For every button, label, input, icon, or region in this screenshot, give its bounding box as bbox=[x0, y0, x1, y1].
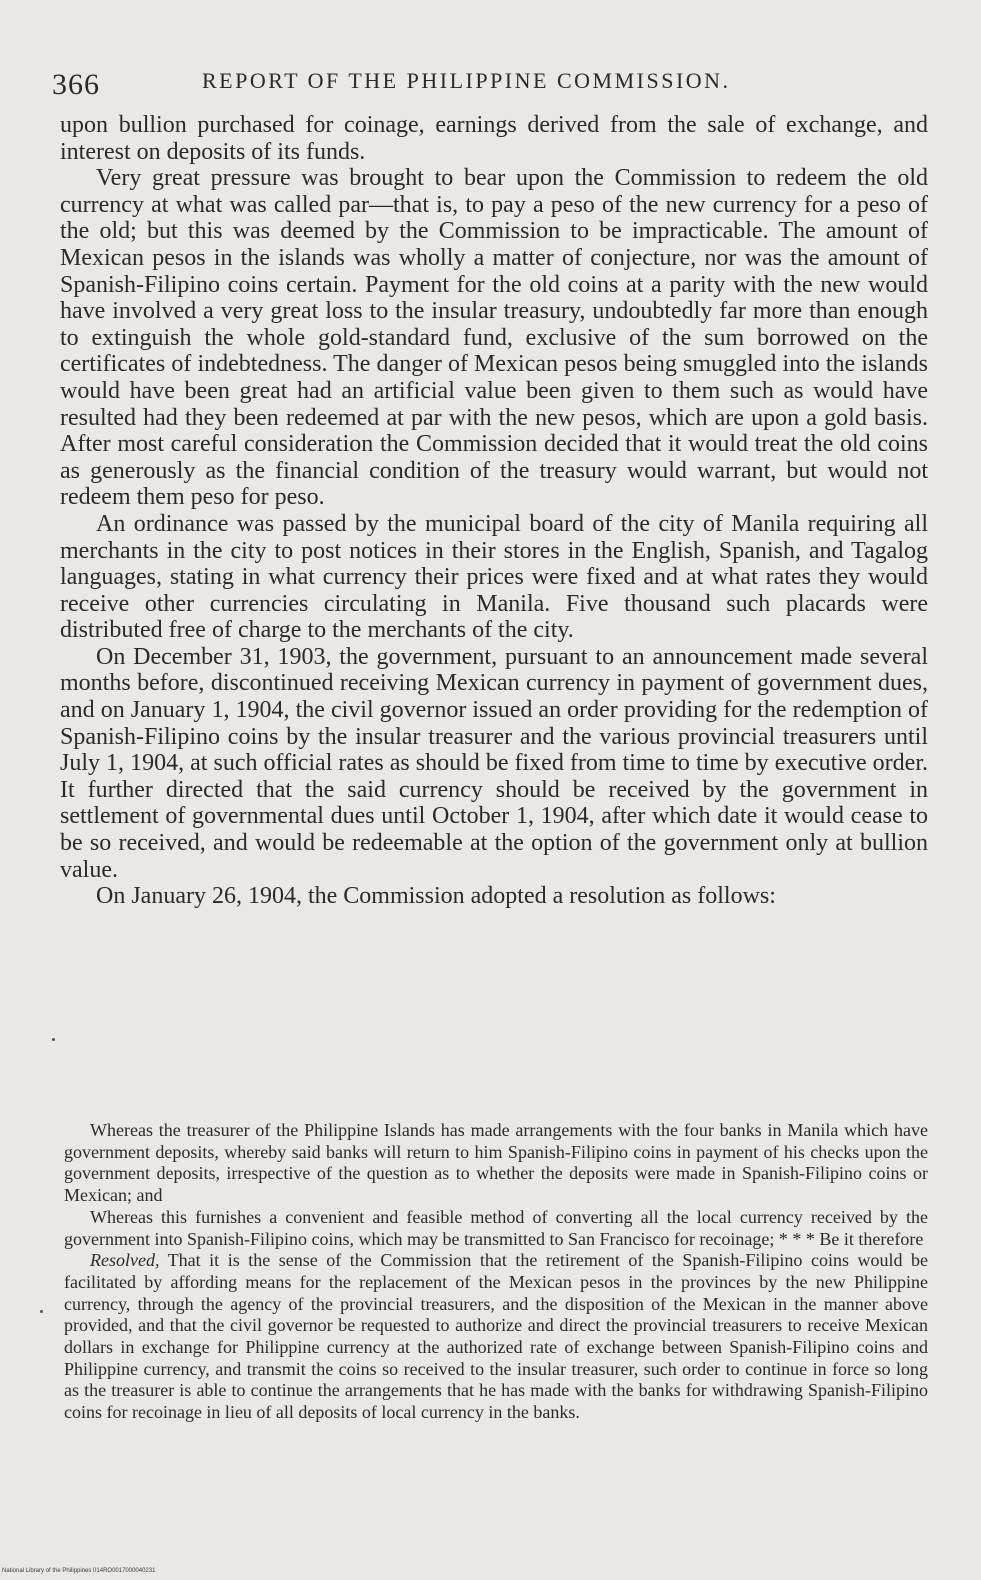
resolution-block bbox=[64, 1120, 928, 1424]
library-watermark: National Library of the Philippines 014RO0017000040231 bbox=[2, 1568, 156, 1574]
print-speck bbox=[40, 1310, 43, 1313]
paragraph-resolution-intro: On January 26, 1904, the Commission adopted a resolution as follows: bbox=[96, 883, 776, 910]
paragraph-redemption-pressure: Very great pressure was brought to bear upon the Commission to redeem the old currency at what was called par—that is, to pay a peso of the new currency for a peso of the old; but this was deemed by the Commission to be impracticable. The amount of Mexican pesos in the islands was wholly a matter of conjecture, nor was the amount of Spanish-Filipino coins certain. Payment for the old coins at a parity with the new would have involved a very great loss to the insular treasury, undoubtedly far more than enough to extinguish the whole gold-standard fund, exclusive of the sum borrowed on the certificates of indebtedness. The danger of Mexican pesos being smuggled into the islands would have been great had an artificial value been given to them such as would have resulted had they been redeemed at par with the new pesos, which are upon a gold basis. After most careful consideration the Commission decided that it would treat the old coins as generously as the financial condition of the treasury would warrant, but would not redeem them peso for peso. bbox=[60, 165, 928, 511]
resolved-text: That it is the sense of the Commission that the retirement of the Spanish-Filipino coins would be facilitated by affording means for the replacement of the Mexican pesos in the provinces by the new Philippine currency, through the agency of the provincial treasurers, and the disposition of the Mexican in the manner above provided, and that the civil governor be requested to authorize and direct the provincial treasurers to receive Mexican dollars in exchange for Philippine currency at the authorized rate of exchange between Spanish-Filipino coins and Philippine currency, and transmit the coins so received to the insular treasurer, such order to continue in force so long as the treasurer is able to continue the arrangements that he has made with the banks for withdrawing Spanish-Filipino coins for recoinage in lieu of all deposits of local currency in the banks. bbox=[64, 1250, 928, 1423]
body-text bbox=[60, 112, 928, 910]
paragraph-december-order: On December 31, 1903, the government, pursuant to an announcement made several months before, discontinued receiving Mexican currency in payment of government dues, and on January 1, 1904, the civil governor issued an order providing for the redemption of Spanish-Filipino coins by the insular treasurer and the various provincial treasurers until July 1, 1904, at such official rates as should be fixed from time to time by executive order. It further directed that the said currency should be received by the government in settlement of governmental dues until October 1, 1904, after which date it would cease to be so received, and would be redeemable at the option of the government only at bullion value. bbox=[60, 643, 928, 883]
resolution-whereas-2: Whereas this furnishes a convenient and feasible method of converting all the local currency received by the government into Spanish-Filipino coins, which may be transmitted to San Francisco for recoinage; * * * Be it therefore bbox=[64, 1206, 928, 1249]
resolved-word: Resolved, bbox=[90, 1250, 160, 1271]
paragraph-continuation: upon bullion purchased for coinage, earnings derived from the sale of exchange, and interest on deposits of its funds. bbox=[60, 112, 928, 165]
page-number: 366 bbox=[52, 68, 100, 101]
resolution-whereas-1: Whereas the treasurer of the Philippine Islands has made arrangements with the four banks in Manila which have government deposits, whereby said banks will return to him Spanish-Filipino coins in payment of his checks upon the government deposits, irrespective of the question as to whether the deposits were made in Spanish-Filipino coins or Mexican; and bbox=[64, 1120, 928, 1206]
print-speck bbox=[52, 1038, 55, 1041]
paragraph-manila-ordinance: An ordinance was passed by the municipal board of the city of Manila requiring all merchants in the city to post notices in their stores in the English, Spanish, and Tagalog languages, stating in what currency their prices were fixed and at what rates they would receive other currencies circulating in Manila. Five thousand such placards were distributed free of charge to the merchants of the city. bbox=[60, 510, 928, 644]
running-head: REPORT OF THE PHILIPPINE COMMISSION. bbox=[202, 68, 731, 93]
page-header bbox=[52, 60, 932, 100]
resolution-resolved bbox=[64, 1250, 928, 1424]
